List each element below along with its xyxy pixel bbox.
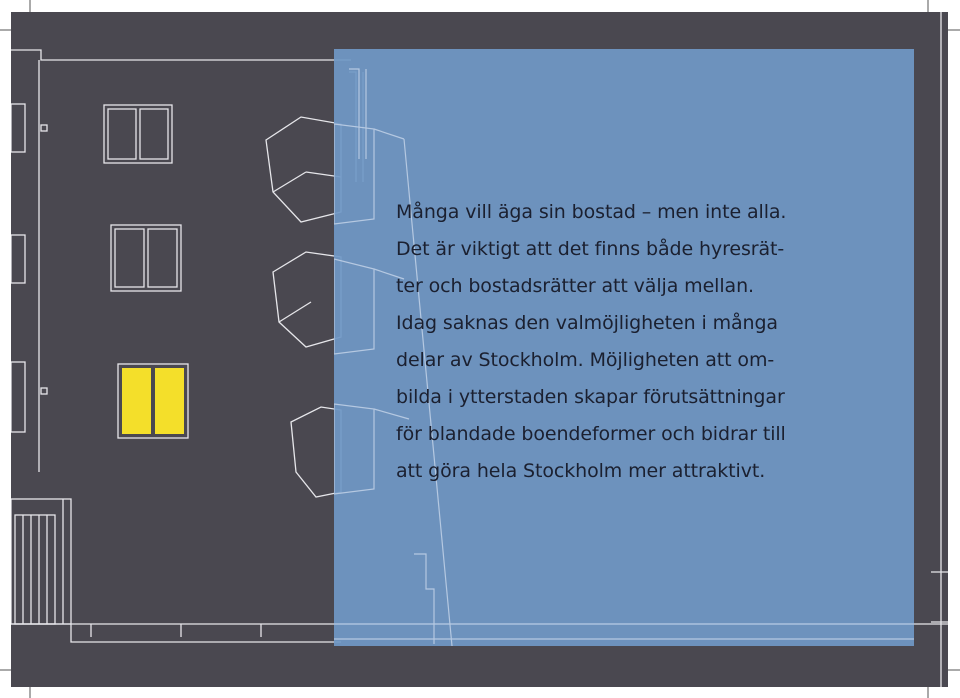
paragraph-line: ter och bostadsrätter att välja mellan. — [396, 275, 754, 297]
paragraph-line: bilda i ytterstaden skapar förutsättningar — [396, 386, 785, 408]
intro-paragraph — [396, 194, 896, 490]
paragraph-line: för blandade boendeformer och bidrar till — [396, 423, 786, 445]
paragraph-line: Många vill äga sin bostad – men inte alla. — [396, 201, 787, 223]
paragraph-line: Det är viktigt att det finns både hyresrät- — [396, 238, 785, 260]
poster — [11, 12, 948, 687]
paragraph-line: att göra hela Stockholm mer attraktivt. — [396, 460, 766, 482]
paragraph-line: Idag saknas den valmöjligheten i många — [396, 312, 778, 334]
paragraph-line: delar av Stockholm. Möjligheten att om- — [396, 349, 775, 371]
text-panel — [334, 49, 914, 646]
lit-window — [118, 364, 188, 438]
